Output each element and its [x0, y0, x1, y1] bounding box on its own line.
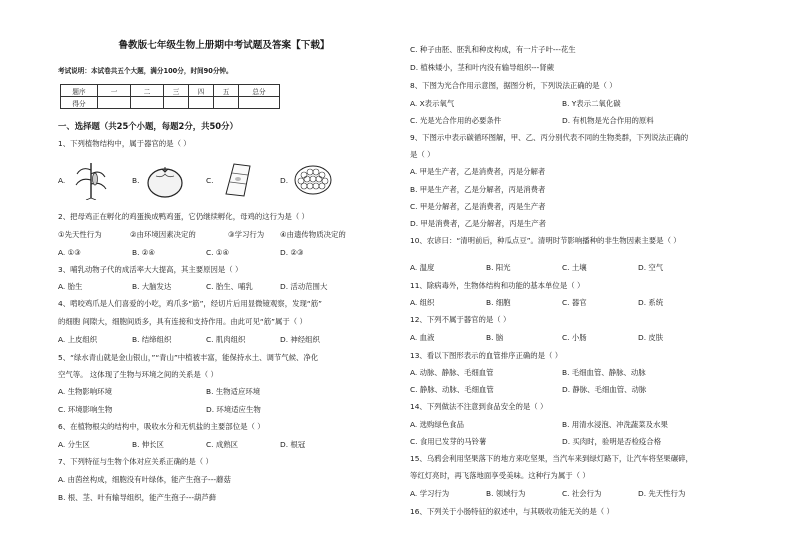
score-table-score-row — [61, 97, 280, 109]
score-table-header-row — [61, 85, 280, 97]
q10-option-d: D. 空气 — [638, 263, 664, 272]
q5-line-1: 5、“绿水青山就是金山银山，”“青山”中植被丰富，能保持水土、调节气候、净化 — [58, 353, 319, 362]
q7-option-a: A. 由茵丝构成，细胞没有叶绿体，能产生孢子---蘑菇 — [58, 475, 231, 484]
tomato-illustration — [142, 160, 188, 200]
q15-option-a: A. 学习行为 — [410, 489, 450, 498]
q11-option-c: C. 器官 — [562, 298, 587, 307]
q6-option-c: C. 成熟区 — [206, 440, 239, 449]
q1-option-b: B. — [132, 176, 140, 185]
q1-stem: 1、下列植物结构中，属于器官的是（ ） — [58, 139, 191, 148]
q9-line-2: 是（ ） — [410, 150, 435, 159]
q1-option-d: D. — [280, 176, 289, 185]
q4-option-b: B. 结缔组织 — [132, 335, 172, 344]
q4-option-a: A. 上皮组织 — [58, 335, 98, 344]
q10-stem: 10、农谚曰：“清明前后，种瓜点豆”。清明时节影响播种的非生物因素主要是（ ） — [410, 236, 681, 245]
score-header-cell: 四 — [189, 85, 214, 97]
q12-option-b: B. 脑 — [486, 333, 504, 342]
q12-option-c: C. 小肠 — [562, 333, 587, 342]
q2-sub-2: ②由环境因素决定的 — [130, 230, 196, 239]
tissue-cells-illustration — [290, 160, 336, 200]
q11-option-b: B. 细胞 — [486, 298, 511, 307]
q11-stem: 11、除病毒外，生物体结构和功能的基本单位是（ ） — [410, 281, 585, 290]
q7-option-d: D. 植株矮小，茎和叶内没有输导组织---肾蕨 — [410, 63, 555, 72]
q9-option-a: A. 甲是生产者，乙是消费者，丙是分解者 — [410, 167, 546, 176]
corn-plant-illustration — [68, 160, 114, 200]
q3-option-d: D. 活动范围大 — [280, 282, 328, 291]
q12-option-a: A. 血液 — [410, 333, 435, 342]
q12-stem: 12、下列不属于器官的是（ ） — [410, 315, 511, 324]
section-title: 一、选择题（共25个小题，每题2分，共50分） — [58, 121, 238, 131]
q5-option-a: A. 生物影响环境 — [58, 387, 112, 396]
q2-sub-1: ①先天性行为 — [58, 230, 102, 239]
q3-stem: 3、哺乳动物子代的成活率大大提高，其主要原因是（ ） — [58, 265, 243, 274]
q7-option-b: B. 根、茎、叶有输导组织，能产生孢子---葫芦藓 — [58, 493, 217, 502]
q9-option-b: B. 甲是生产者，乙是分解者，丙是消费者 — [410, 185, 546, 194]
q8-option-d: D. 有机物是光合作用的原料 — [562, 116, 654, 125]
q14-option-c: C. 食用已发芽的马铃薯 — [410, 437, 487, 446]
q13-option-b: B. 毛细血管、静脉、动脉 — [562, 368, 646, 377]
q9-option-d: D. 甲是消费者，乙是分解者，丙是生产者 — [410, 219, 547, 228]
leaf-cells-illustration — [216, 160, 262, 200]
score-cell[interactable] — [214, 97, 239, 109]
document-title: 鲁教版七年级生物上册期中考试题及答案【下载】 — [118, 40, 330, 51]
exam-instructions: 考试说明：本试卷共五个大题，满分100分，时间90分钟。 — [58, 67, 233, 75]
q1-option-a: A. — [58, 176, 66, 185]
q3-option-b: B. 大脑发达 — [132, 282, 172, 291]
q16-stem: 16、下列关于小肠特征的叙述中，与其吸收功能无关的是（ ） — [410, 507, 614, 516]
q8-option-c: C. 光是光合作用的必要条件 — [410, 116, 502, 125]
q3-option-c: C. 胎生、哺乳 — [206, 282, 253, 291]
score-cell[interactable] — [239, 97, 280, 109]
score-cell[interactable] — [131, 97, 164, 109]
q15-option-d: D. 先天性行为 — [638, 489, 686, 498]
q10-option-c: C. 土壤 — [562, 263, 587, 272]
q5-option-d: D. 环境适应生物 — [206, 405, 261, 414]
q15-option-c: C. 社会行为 — [562, 489, 602, 498]
q12-option-d: D. 皮肤 — [638, 333, 664, 342]
q2-option-d: D. ②③ — [280, 248, 304, 257]
q14-option-b: B. 用清水浸泡、冲洗蔬菜及水果 — [562, 420, 668, 429]
score-cell[interactable] — [189, 97, 214, 109]
q2-option-c: C. ①④ — [206, 248, 230, 257]
score-header-cell: 五 — [214, 85, 239, 97]
score-cell[interactable] — [164, 97, 189, 109]
q8-stem: 8、下图为光合作用示意图，据图分析，下列说法正确的是（ ） — [410, 81, 617, 90]
score-header-cell: 二 — [131, 85, 164, 97]
q2-stem: 2、把母鸡正在孵化的鸡蛋换成鸭鸡蛋，它仍继续孵化，母鸡的这行为是（ ） — [58, 212, 309, 221]
q1-option-c: C. — [206, 176, 214, 185]
q11-option-a: A. 组织 — [410, 298, 435, 307]
q2-sub-3: ③学习行为 — [228, 230, 265, 239]
q8-option-a: A. X表示氧气 — [410, 99, 455, 108]
q6-option-b: B. 伸长区 — [132, 440, 164, 449]
score-header-cell: 三 — [164, 85, 189, 97]
q10-option-a: A. 温度 — [410, 263, 435, 272]
q8-option-b: B. Y表示二氧化碳 — [562, 99, 621, 108]
q5-option-c: C. 环境影响生物 — [58, 405, 113, 414]
q7-stem: 7、下列特征与生物个体对应关系正确的是（ ） — [58, 457, 213, 466]
q4-line-1: 4、啃咬鸡爪是人们喜爱的小吃，鸡爪多“筋”，经切片后用显微镜观察，发现“筋” — [58, 299, 322, 308]
score-table — [60, 84, 280, 109]
q13-option-d: D. 静脉、毛细血管、动脉 — [562, 385, 647, 394]
q7-option-c: C. 种子由胚、胚乳和种皮构成，有一片子叶---花生 — [410, 45, 576, 54]
q14-option-d: D. 买肉时，验明是否检疫合格 — [562, 437, 662, 446]
score-header-cell: 一 — [98, 85, 131, 97]
q14-stem: 14、下列做法不注意到食品安全的是（ ） — [410, 402, 548, 411]
score-row-label: 得分 — [61, 97, 98, 109]
score-header-cell: 总分 — [239, 85, 280, 97]
q9-option-c: C. 甲是分解者，乙是消费者，丙是生产者 — [410, 202, 546, 211]
q15-line-1: 15、乌鸦会利用坚果落下的地方来吃坚果，当汽车来到绿灯路下，让汽车将坚果碾碎， — [410, 454, 693, 463]
q9-line-1: 9、下图示中表示碳循环图解，甲、乙、丙分别代表不同的生物类群，下列说法正确的 — [410, 133, 689, 142]
q5-option-b: B. 生物适应环境 — [206, 387, 261, 396]
q2-option-b: B. ②④ — [132, 248, 156, 257]
q13-option-a: A. 动脉、静脉、毛细血管 — [410, 368, 494, 377]
q6-option-a: A. 分生区 — [58, 440, 90, 449]
q15-line-2: 等红灯亮时，再飞落地面享受美味。这种行为属于（ ） — [410, 471, 590, 480]
q13-stem: 13、看以下图形表示的血管排序正确的是（ ） — [410, 351, 563, 360]
q4-option-c: C. 肌肉组织 — [206, 335, 246, 344]
q2-option-a: A. ①③ — [58, 248, 81, 257]
score-cell[interactable] — [98, 97, 131, 109]
q5-line-2: 空气等。 这体现了生物与环境之间的关系是（ ） — [58, 370, 218, 379]
q2-sub-4: ④由遗传物质决定的 — [280, 230, 346, 239]
q3-option-a: A. 胎生 — [58, 282, 83, 291]
score-header-cell: 题序 — [61, 85, 98, 97]
q4-line-2: 的细胞 间隙大，细胞间质多，具有连接和支持作用。由此可见“筋”属于（ ） — [58, 317, 307, 326]
q13-option-c: C. 静脉、动脉、毛细血管 — [410, 385, 494, 394]
q11-option-d: D. 系统 — [638, 298, 664, 307]
q4-option-d: D. 神经组织 — [280, 335, 320, 344]
q14-option-a: A. 选购绿色食品 — [410, 420, 464, 429]
q6-stem: 6、在植物根尖的结构中，吸收水分和无机盐的主要部位是（ ） — [58, 422, 265, 431]
q10-option-b: B. 阳光 — [486, 263, 511, 272]
q6-option-d: D. 根冠 — [280, 440, 306, 449]
q15-option-b: B. 领域行为 — [486, 489, 526, 498]
